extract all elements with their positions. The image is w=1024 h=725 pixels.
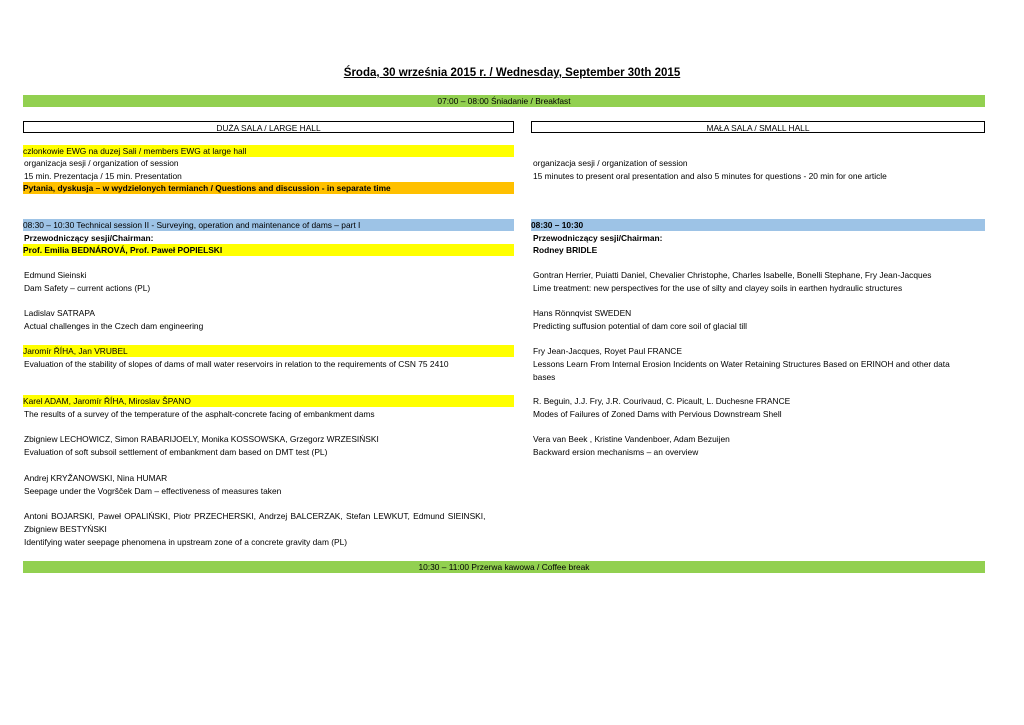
talk-title-continued: bases <box>533 372 556 382</box>
talk-title: Identifying water seepage phenomena in upstream zone of a concrete gravity dam (PL) <box>24 537 348 547</box>
talk-title: Predicting suffusion potential of dam core soil of glacial till <box>533 321 747 331</box>
talk-authors: R. Beguin, J.J. Fry, J.R. Courivaud, C. Picault, L. Duchesne FRANCE <box>533 396 791 406</box>
talk-title: Backward ersion mechanisms – an overview <box>533 447 699 457</box>
talk-authors-highlight: Karel ADAM, Jaromír ŘÍHA, Miroslav ŠPANO <box>23 395 514 407</box>
left-chair: Prof. Emilia BEDNÁROVÁ, Prof. Paweł POPIELSKI <box>23 244 514 256</box>
presentation-left: 15 min. Prezentacja / 15 min. Presentation <box>24 171 182 181</box>
left-chair-label: Przewodniczący sesji/Chairman: <box>24 233 154 243</box>
talk-authors: Gontran Herrier, Puiatti Daniel, Chevalier Christophe, Charles Isabelle, Bonelli Stephane, Fry Jean-Jacques <box>533 270 932 280</box>
talk-authors: Edmund Sieinski <box>24 270 87 280</box>
talk-title: Evaluation of the stability of slopes of dams of mall water reservoirs in relation to the requirements of CSN 75 2410 <box>24 359 449 369</box>
talk-authors-highlight: Jaromír ŘÍHA, Jan VRUBEL <box>23 345 514 357</box>
talk-authors: Zbigniew LECHOWICZ, Simon RABARIJOELY, Monika KOSSOWSKA, Grzegorz WRZESIŃSKI <box>24 434 379 444</box>
questions-note: Pytania, dyskusja – w wydzielonych termianch / Questions and discussion - in separate time <box>23 182 514 194</box>
talk-title: Lime treatment: new perspectives for the use of silty and clayey soils in earthen hydraulic structures <box>533 283 903 293</box>
org-left: organizacja sesji / organization of session <box>24 158 179 168</box>
talk-authors-continued: Zbigniew BESTYŃSKI <box>24 524 107 534</box>
talk-authors: Andrej KRYŽANOWSKI, Nina HUMAR <box>24 473 168 483</box>
talk-title: Dam Safety – current actions (PL) <box>24 283 151 293</box>
talk-authors: Antoni BOJARSKI, Paweł OPALIŃSKI, Piotr PRZECHERSKI, Andrzej BALCERZAK, Stefan LEWKUT, Edmund SIEINSKI, <box>24 511 486 521</box>
talk-title: Seepage under the Vogršček Dam – effectiveness of measures taken <box>24 486 282 496</box>
page-title: Środa, 30 września 2015 r. / Wednesday, September 30th 2015 <box>343 67 681 79</box>
talk-title: Lessons Learn From Internal Erosion Incidents on Water Retaining Structures Based on ERINOH and other data <box>533 359 950 369</box>
right-chair: Rodney BRIDLE <box>533 245 598 255</box>
talk-title: Modes of Failures of Zoned Dams with Pervious Downstream Shell <box>533 409 782 419</box>
members-note: czlonkowie EWG na duzej Sali / members EWG at large hall <box>23 145 514 157</box>
presentation-right: 15 minutes to present oral presentation and also 5 minutes for questions - 20 min for one article <box>533 171 887 181</box>
right-session-header: 08:30 – 10:30 <box>531 219 985 231</box>
left-session-header: 08:30 – 10:30 Technical session II - Surveying, operation and maintenance of dams – part I <box>23 219 514 231</box>
small-hall-header: MAŁA SALA / SMALL HALL <box>531 121 985 133</box>
talk-authors: Ladislav SATRAPA <box>24 308 95 318</box>
talk-title: Actual challenges in the Czech dam engineering <box>24 321 204 331</box>
coffee-break-bar: 10:30 – 11:00 Przerwa kawowa / Coffee break <box>23 561 985 573</box>
talk-title: The results of a survey of the temperature of the asphalt-concrete facing of embankment dams <box>24 409 375 419</box>
large-hall-header: DUŻA SALA / LARGE HALL <box>23 121 514 133</box>
breakfast-bar: 07:00 – 08:00 Śniadanie / Breakfast <box>23 95 985 107</box>
right-chair-label: Przewodniczący sesji/Chairman: <box>533 233 663 243</box>
talk-authors: Hans Rönnqvist SWEDEN <box>533 308 632 318</box>
org-right: organizacja sesji / organization of session <box>533 158 688 168</box>
talk-authors: Fry Jean-Jacques, Royet Paul FRANCE <box>533 346 682 356</box>
talk-authors: Vera van Beek , Kristine Vandenboer, Adam Bezuijen <box>533 434 730 444</box>
talk-title: Evaluation of soft subsoil settlement of embankment dam based on DMT test (PL) <box>24 447 328 457</box>
